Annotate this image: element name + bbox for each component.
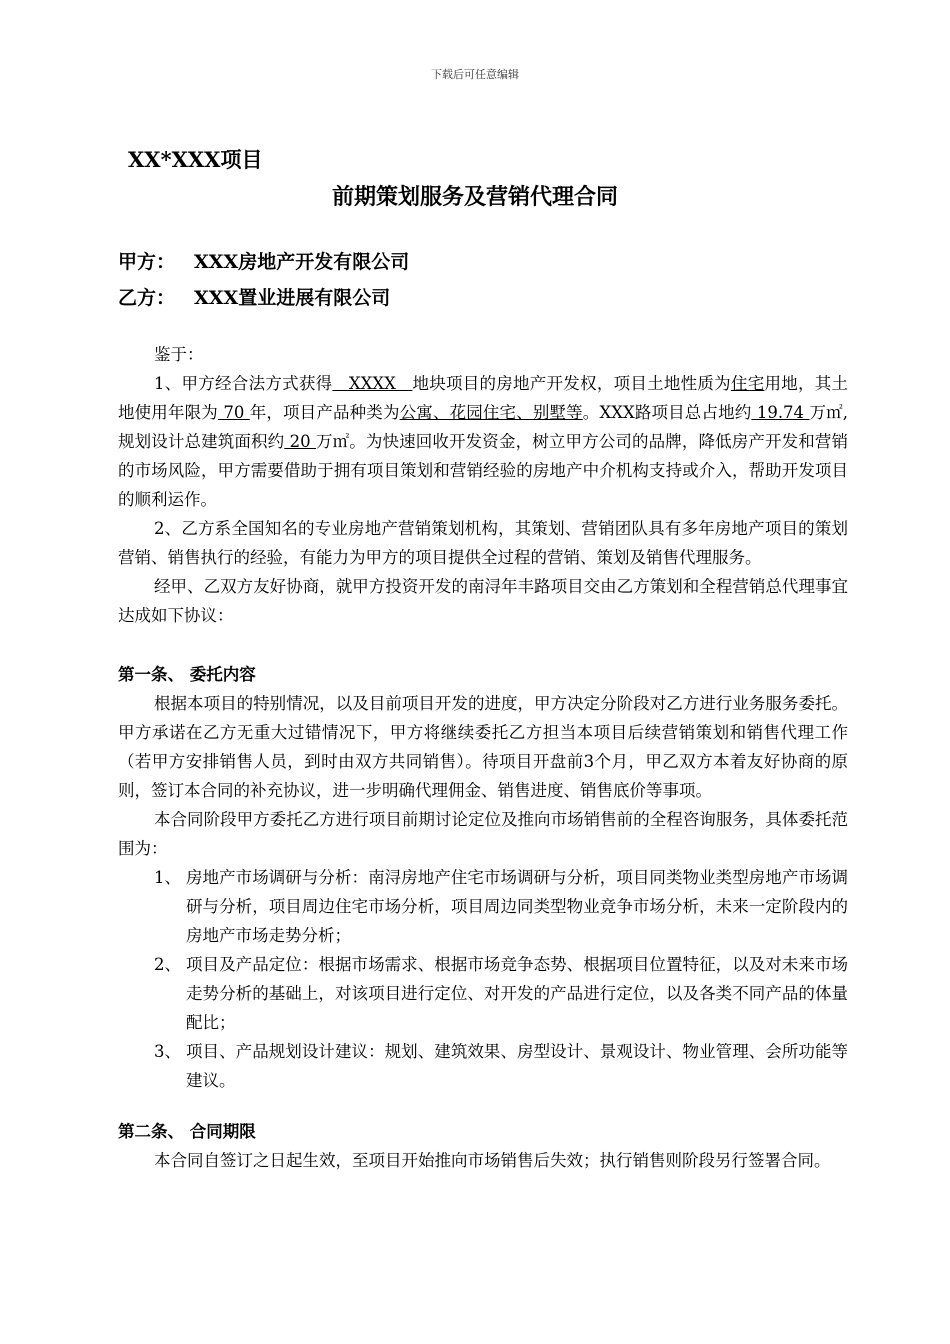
contract-body [118,340,848,1175]
land-years: 70 [217,403,250,422]
recital-1: 1、甲方经合法方式获得 XXXX 地块项目的房地产开发权，项目土地性质为住宅用地，其土地使用年限为 70 年，项目产品种类为公寓、花园住宅、别墅等。XXX路项目总占地约 19.74 万㎡,规划设计总建筑面积约 20 万㎡。为快速回收开发资金，树立甲方公司的品牌，降低房产开发和营销的市场风险，甲方需要借助于拥有项目策划和营销经验的房地产中介机构支持或介入，帮助开发项目的顺利运作。 [118,374,849,509]
recital-3: 经甲、乙双方友好协商，就甲方投资开发的南浔年丰路项目交由乙方策划和全程营销总代理事宜达成如下协议： [118,577,848,625]
article-2-para-1: 本合同自签订之日起生效，至项目开始推向市场销售后失效；执行销售则阶段另行签署合同。 [154,1151,831,1170]
product-types: 公寓、花园住宅、别墅等 [399,403,583,422]
header-note: 下载后可任意编辑 [431,68,519,81]
party-b-label: 乙方： [118,287,176,309]
list-item: 3、 项目、产品规划设计建议：规划、建筑效果、房型设计、景观设计、物业管理、会所功能等建议。 [154,1042,848,1090]
list-item: 2、 项目及产品定位：根据市场需求、根据市场竞争态势、根据项目位置特征，以及对未来市场走势分析的基础上，对该项目进行定位、对开发的产品进行定位，以及各类不同产品的体量配比； [154,955,848,1032]
recital-intro: 鉴于： [154,345,204,364]
article-2-title: 第二条、 合同期限 [118,1122,256,1141]
build-area: 20 [284,432,317,451]
article-1-para-2: 本合同阶段甲方委托乙方进行项目前期讨论定位及推向市场销售前的全程咨询服务，具体委托范围为： [118,810,848,858]
land-name: XXXX [332,374,413,393]
contract-title: 前期策划服务及营销代理合同 [331,184,618,210]
recital-2: 2、乙方系全国知名的专业房地产营销策划机构，其策划、营销团队具有多年房地产项目的策划营销、销售执行的经验，有能力为甲方的项目提供全过程的营销、策划及销售代理服务。 [118,519,848,567]
land-nature: 住宅 [730,374,765,393]
party-b-name: XXX置业进展有限公司 [194,287,391,309]
scope-list [118,863,848,1095]
project-title: XX*XXX项目 [128,147,263,172]
list-item: 1、 房地产市场调研与分析：南浔房地产住宅市场调研与分析，项目同类物业类型房地产市场调研与分析，项目周边住宅市场分析，项目周边同类型物业竞争市场分析，未来一定阶段内的房地产市场走势分析； [154,868,848,945]
land-area: 19.74 [751,403,810,422]
party-a [118,247,409,274]
party-a-name: XXX房地产开发有限公司 [194,251,410,273]
article-1-para-1: 根据本项目的特别情况，以及目前项目开发的进度，甲方决定分阶段对乙方进行业务服务委托。甲方承诺在乙方无重大过错情况下，甲方将继续委托乙方担当本项目后续营销策划和销售代理工作（若甲方安排销售人员，到时由双方共同销售）。待项目开盘前3个月，甲乙双方本着友好协商的原则，签订本合同的补充协议，进一步明确代理佣金、销售进度、销售底价等事项。 [118,694,848,800]
article-1-title: 第一条、 委托内容 [118,665,256,684]
party-a-label: 甲方： [118,251,176,273]
party-b [118,283,390,310]
